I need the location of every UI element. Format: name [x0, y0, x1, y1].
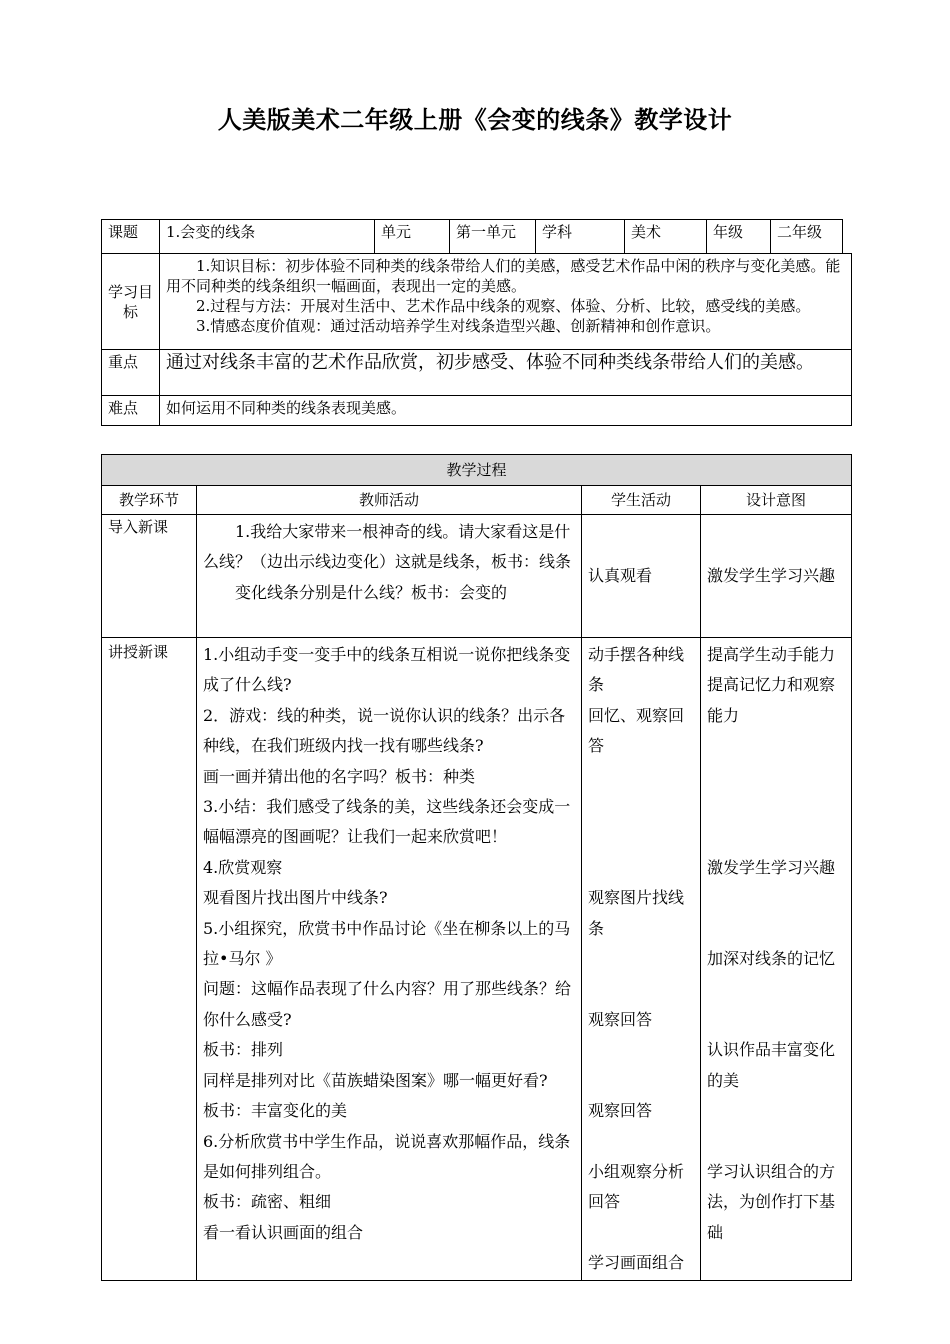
column-header: 教师活动: [197, 486, 582, 515]
info-table: [101, 219, 852, 426]
student-activity-intro: 认真观看: [582, 515, 701, 638]
teacher-text: 看一看认识画面的组合: [203, 1222, 364, 1242]
purpose-text: 提高记忆力和观察能力: [707, 675, 836, 725]
unit-label: 单元: [375, 220, 450, 254]
teacher-text: 板书：丰富变化的美: [203, 1101, 348, 1121]
student-text: 动手摆各种线条: [588, 645, 685, 695]
difficult-label: 难点: [102, 396, 160, 426]
key-label: 重点: [102, 350, 160, 396]
goals-cell: [160, 254, 852, 350]
teacher-text: 1.小组动手变一变手中的线条互相说一说你把线条变成了什么线?: [203, 645, 571, 695]
subject-value: 美术: [625, 220, 707, 254]
student-text: 观察回答: [588, 1009, 653, 1029]
teacher-text: 板书：排列: [203, 1040, 284, 1060]
column-header: 教学环节: [102, 486, 197, 515]
teacher-text: 1.我给大家带来一根神奇的线。请大家看这是什么线？（边出示线边变化）这就是线条，板书：线条: [203, 522, 572, 572]
key-value: 通过对线条丰富的艺术作品欣赏，初步感受、体验不同种类线条带给人们的美感。: [160, 350, 852, 396]
student-text: 小组观察分析回答: [588, 1161, 685, 1212]
purpose-text: 认识作品丰富变化的美: [707, 1040, 836, 1090]
goal-item: 2.过程与方法：开展对生活中、艺术作品中线条的观察、体验、分析、比较，感受线的美感。: [196, 297, 811, 315]
stage-intro: 导入新课: [102, 515, 197, 638]
process-table: [101, 454, 852, 1281]
subject-label: 学科: [536, 220, 625, 254]
purpose-text: 激发学生学习兴趣: [707, 857, 836, 877]
student-text: 回忆、观察回答: [588, 705, 685, 756]
teacher-activity-new: [197, 638, 582, 1281]
goals-label: 学习目标: [102, 254, 160, 350]
student-text: 观察回答: [588, 1100, 653, 1120]
student-activity-new: [582, 638, 701, 1281]
goal-item: 1.知识目标：初步体验不同种类的线条带给人们的美感，感受艺术作品中闲的秩序与变化美感。能用不同种类的线条组织一幅画面，表现出一定的美感。: [166, 257, 841, 295]
purpose-text: 提高学生动手能力: [707, 645, 836, 664]
column-header: 设计意图: [701, 486, 852, 515]
topic-label: 课题: [102, 220, 160, 254]
purpose-text: 学习认识组合的方法，为创作打下基础: [707, 1161, 836, 1242]
teacher-text: 观看图片找出图片中线条?: [203, 888, 388, 908]
unit-value: 第一单元: [450, 220, 536, 254]
stage-new: 讲授新课: [102, 638, 197, 1281]
topic-value: 1.会变的线条: [160, 220, 375, 254]
teacher-text: 板书：疏密、粗细: [203, 1192, 332, 1212]
grade-value: 二年级: [771, 220, 843, 254]
teacher-text: 5.小组探究，欣赏书中作品讨论《坐在柳条以上的马拉•马尔 》: [203, 918, 571, 969]
grade-label: 年级: [707, 220, 771, 254]
teacher-text: 变化线条分别是什么线？板书：会变的: [235, 582, 508, 602]
purpose-intro: 激发学生学习兴趣: [701, 515, 852, 638]
teacher-text: 问题：这幅作品表现了什么内容？用了那些线条？给你什么感受?: [203, 979, 572, 1029]
page-title: 人美版美术二年级上册《会变的线条》教学设计: [217, 105, 733, 134]
teacher-text: 3.小结：我们感受了线条的美，这些线条还会变成一幅幅漂亮的图画呢？让我们一起来欣赏吧！: [203, 797, 571, 847]
purpose-new: [701, 638, 852, 1281]
teacher-text: 同样是排列对比《苗族蜡染图案》哪一幅更好看?: [203, 1070, 548, 1090]
teacher-text: 4.欣赏观察: [203, 857, 283, 877]
teacher-text: 画一画并猜出他的名字吗？板书：种类: [203, 766, 476, 786]
column-header: 学生活动: [582, 486, 701, 515]
purpose-text: 加深对线条的记忆: [707, 948, 836, 968]
difficult-value: 如何运用不同种类的线条表现美感。: [160, 396, 852, 426]
teacher-text: 6.分析欣赏书中学生作品，说说喜欢那幅作品，线条是如何排列组合。: [203, 1131, 571, 1181]
goal-item: 3.情感态度价值观：通过活动培养学生对线条造型兴趣、创新精神和创作意识。: [196, 317, 721, 335]
process-header: 教学过程: [102, 455, 852, 486]
spacer: [843, 220, 852, 254]
student-text: 观察图片找线条: [588, 888, 685, 938]
student-text: 学习画面组合: [588, 1252, 685, 1272]
teacher-text: 2．游戏：线的种类，说一说你认识的线条？出示各种线，在我们班级内找一找有哪些线条?: [203, 705, 566, 756]
teacher-activity-intro: [197, 515, 582, 638]
